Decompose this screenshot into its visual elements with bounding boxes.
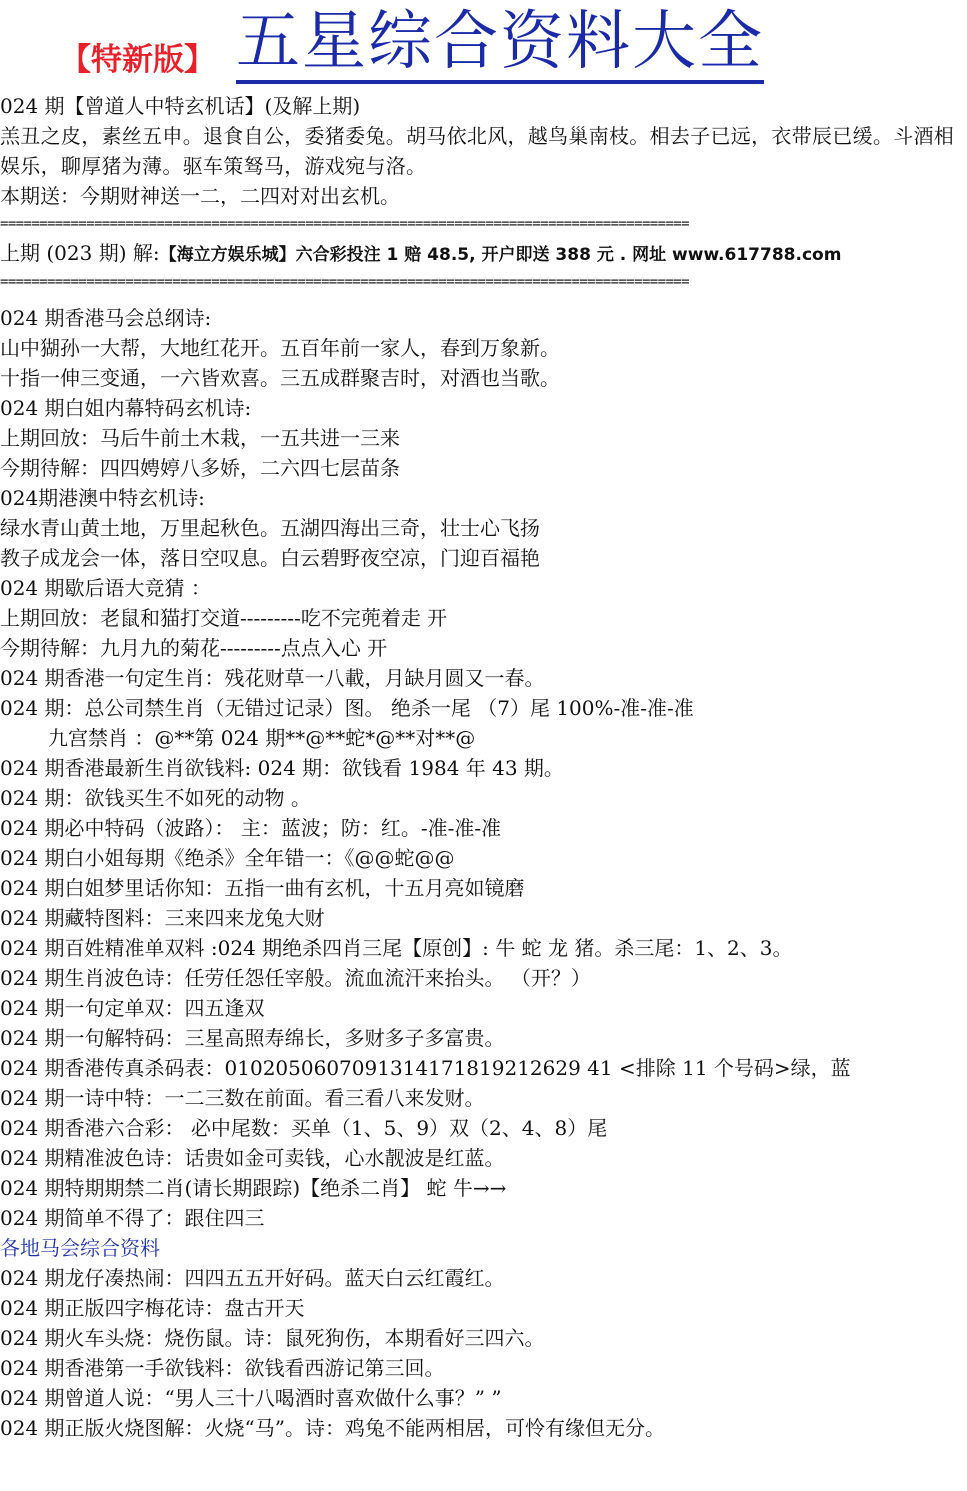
text-line: 024 期白姐内幕特码玄机诗: xyxy=(0,396,252,420)
section-heading: 各地马会综合资料 xyxy=(0,1236,160,1260)
page-header xyxy=(0,0,967,90)
text-line: 024 期百姓精准单双料 :024 期绝杀四肖三尾【原创】: 牛 蛇 龙 猪。杀三尾：1、2、3。 xyxy=(0,936,793,960)
text-line: 绿水青山黄土地，万里起秋色。五湖四海出三奇，壮士心飞扬 xyxy=(0,516,540,540)
document-body xyxy=(0,91,967,1443)
text-line: 024 期香港传真杀码表：0102050607091314171819212629 41 <排除 11 个号码>绿，蓝 xyxy=(0,1056,851,1080)
separator-top: ======================================================================================== xyxy=(0,216,689,232)
separator-bottom: ======================================================================================== xyxy=(0,274,689,290)
intro-heading: 024 期【曾道人中特玄机话】(及解上期) xyxy=(0,94,361,118)
text-line: 十指一伸三变通，一六皆欢喜。三五成群聚吉时，对酒也当歌。 xyxy=(0,366,560,390)
text-line: 024 期一句解特码：三星高照寿绵长，多财多子多富贵。 xyxy=(0,1026,505,1050)
text-line: 024 期香港最新生肖欲钱料: 024 期：欲钱看 1984 年 43 期。 xyxy=(0,756,564,780)
text-line: 024 期香港一句定生肖：残花财草一八載，月缺月圆又一春。 xyxy=(0,666,545,690)
text-line: 024期港澳中特玄机诗: xyxy=(0,486,205,510)
page-title: 五星综合资料大全 xyxy=(236,6,764,84)
text-line: 024 期香港第一手欲钱料：欲钱看西游记第三回。 xyxy=(0,1356,445,1380)
ad-text: 【海立方娱乐城】六合彩投注 1 赔 48.5, 开户即送 388 元 . 网址 www.617788.com xyxy=(159,245,842,265)
text-line: 024 期：欲钱买生不如死的动物 。 xyxy=(0,786,311,810)
text-line: 024 期歇后语大竞猜 ： xyxy=(0,576,211,600)
text-line: 024 期正版火烧图解：火烧“马”。诗：鸡兔不能两相居，可怜有缘但无分。 xyxy=(0,1416,665,1440)
text-line: 024 期正版四字梅花诗：盘古开天 xyxy=(0,1296,305,1320)
text-line: 今期待解：九月九的菊花---------点点入心 开 xyxy=(0,636,388,660)
text-line: 今期待解：四四娉婷八多娇，二六四七层苗条 xyxy=(0,456,400,480)
ad-prefix: 上期 (023 期) 解: xyxy=(0,241,160,265)
spacer xyxy=(0,295,967,303)
text-line: 024 期香港马会总纲诗: xyxy=(0,306,212,330)
intro-poem: 羔丑之皮，素丝五申。退食自公，委猪委兔。胡马依北风，越鸟巢南枝。相去子已远，衣带辰已缓。斗酒相娱乐，聊厚猪为薄。驱车策驽马，游戏宛与洛。 xyxy=(0,124,955,178)
text-line: 024 期龙仔凑热闹：四四五五开好码。蓝天白云红霞红。 xyxy=(0,1266,505,1290)
text-line: 九宫禁肖 ：@**第 024 期**@**蛇*@**对**@ xyxy=(48,726,476,750)
ad-line xyxy=(0,237,967,269)
text-line: 024 期：总公司禁生肖（无错过记录）图。 绝杀一尾 （7）尾 100%-准-准-准 xyxy=(0,696,694,720)
text-line: 024 期简单不得了：跟住四三 xyxy=(0,1206,265,1230)
text-line: 上期回放：老鼠和猫打交道---------吃不完蔸着走 开 xyxy=(0,606,448,630)
text-line: 山中猢孙一大帮，大地红花开。五百年前一家人，春到万象新。 xyxy=(0,336,560,360)
text-line: 024 期白姐梦里话你知：五指一曲有玄机，十五月亮如镜磨 xyxy=(0,876,525,900)
text-line: 教子成龙会一体，落日空叹息。白云碧野夜空凉，门迎百福艳 xyxy=(0,546,540,570)
edition-label: 【特新版】 xyxy=(60,42,215,78)
text-line: 024 期一句定单双：四五逢双 xyxy=(0,996,265,1020)
text-line: 024 期曾道人说：“男人三十八喝酒时喜欢做什么事？” ” xyxy=(0,1386,502,1410)
text-line: 上期回放：马后牛前土木栽，一五共进一三来 xyxy=(0,426,400,450)
text-line: 024 期必中特码（波路）： 主：蓝波；防：红。-准-准-准 xyxy=(0,816,502,840)
text-line: 024 期火车头烧：烧伤鼠。诗：鼠死狗伤，本期看好三四六。 xyxy=(0,1326,545,1350)
text-line: 024 期藏特图料：三来四来龙兔大财 xyxy=(0,906,325,930)
text-line: 024 期香港六合彩： 必中尾数：买单（1、5、9）双（2、4、8）尾 xyxy=(0,1116,608,1140)
text-line: 024 期一诗中特：一二三数在前面。看三看八来发财。 xyxy=(0,1086,485,1110)
intro-gift: 本期送：今期财神送一二，二四对对出玄机。 xyxy=(0,184,400,208)
text-line: 024 期生肖波色诗：任劳任怨任宰般。流血流汗来抬头。 （开？） xyxy=(0,966,591,990)
text-line: 024 期白小姐每期《绝杀》全年错一：《@@蛇@@ xyxy=(0,846,455,870)
text-line: 024 期精准波色诗：话贵如金可卖钱，心水靓波是红蓝。 xyxy=(0,1146,505,1170)
text-line: 024 期特期期禁二肖(请长期跟踪)【绝杀二肖】 蛇 牛→→ xyxy=(0,1176,507,1200)
